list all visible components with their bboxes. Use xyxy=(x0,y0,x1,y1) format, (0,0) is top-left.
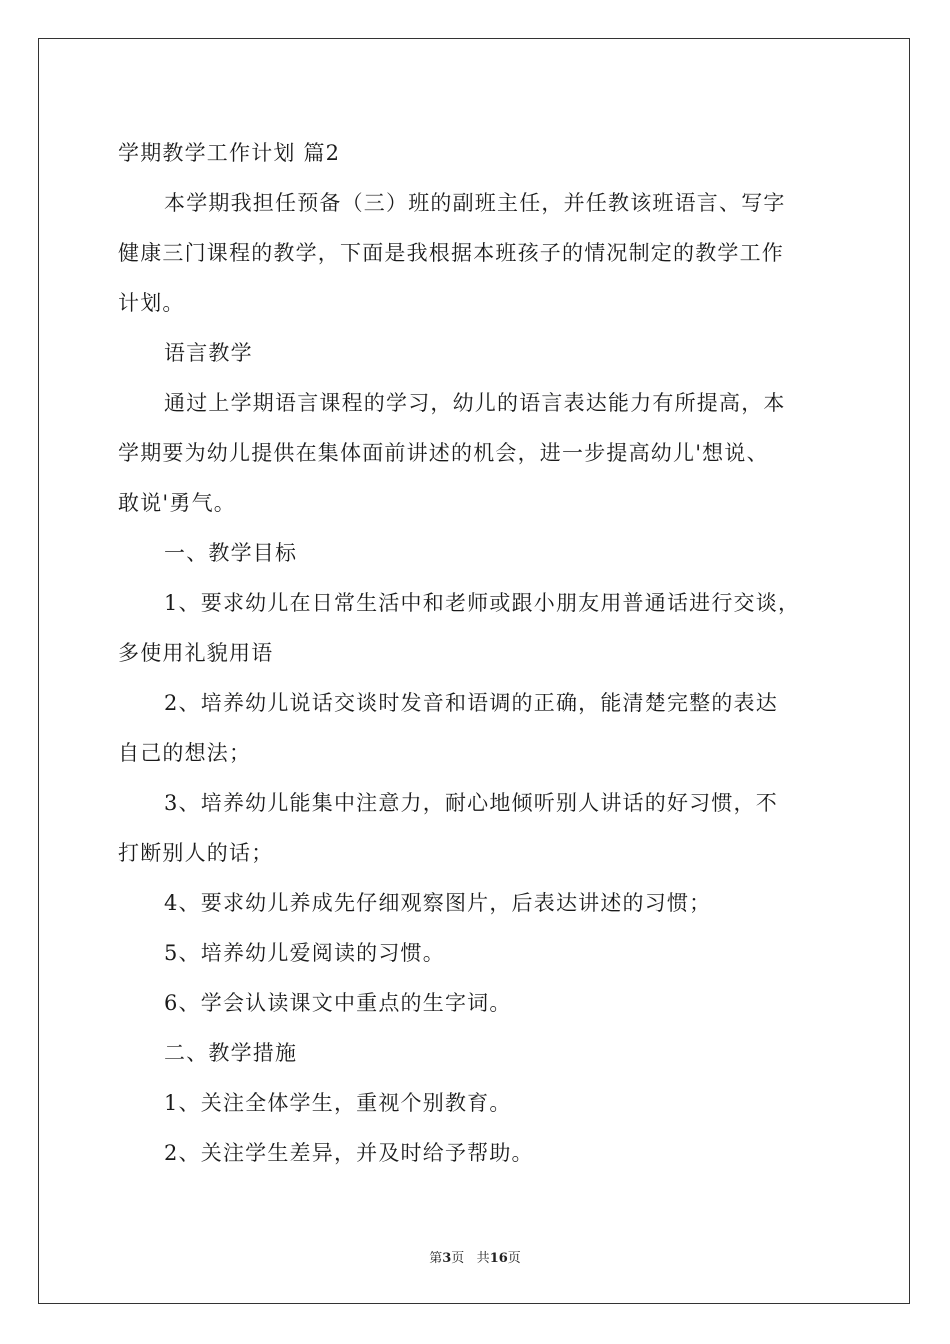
text-line: 健康三门课程的教学，下面是我根据本班孩子的情况制定的教学工作 xyxy=(118,241,784,265)
document-body xyxy=(118,128,843,1178)
footer-page-suffix: 页 xyxy=(451,1251,465,1266)
text-line: 本学期我担任预备（三）班的副班主任，并任教该班语言、写字 xyxy=(164,191,786,215)
text-line: 学期要为幼儿提供在集体面前讲述的机会，进一步提高幼儿'想说、 xyxy=(118,441,769,465)
section-heading-language: 语言教学 xyxy=(164,341,253,365)
footer-total-prefix: 共 xyxy=(476,1251,490,1266)
text-line: 3、培养幼儿能集中注意力，耐心地倾听别人讲话的好习惯，不 xyxy=(164,791,778,815)
list-item-measure-2: 2、关注学生差异，并及时给予帮助。 xyxy=(164,1141,534,1165)
list-item-goal-1 xyxy=(118,578,843,678)
list-item-goal-4: 4、要求幼儿养成先仔细观察图片，后表达讲述的习惯； xyxy=(164,891,712,915)
text-line: 敢说'勇气。 xyxy=(118,491,236,515)
text-line: 计划。 xyxy=(118,291,185,315)
text-line: 打断别人的话； xyxy=(118,841,274,865)
footer-prefix: 第 xyxy=(429,1251,443,1266)
list-item-measure-1: 1、关注全体学生，重视个别教育。 xyxy=(164,1091,512,1115)
paragraph-intro xyxy=(118,178,843,328)
list-item-goal-6: 6、学会认读课文中重点的生字词。 xyxy=(164,991,512,1015)
text-line: 多使用礼貌用语 xyxy=(118,641,274,665)
text-line: 2、培养幼儿说话交谈时发音和语调的正确，能清楚完整的表达 xyxy=(164,691,778,715)
list-item-goal-5: 5、培养幼儿爱阅读的习惯。 xyxy=(164,941,445,965)
section-heading-goals: 一、教学目标 xyxy=(164,541,298,565)
section-heading-measures: 二、教学措施 xyxy=(164,1041,298,1065)
current-page-number: 3 xyxy=(442,1251,452,1266)
paragraph-language-desc xyxy=(118,378,843,528)
footer-total-suffix: 页 xyxy=(507,1251,521,1266)
text-line: 通过上学期语言课程的学习，幼儿的语言表达能力有所提高，本 xyxy=(164,391,786,415)
document-title: 学期教学工作计划 篇2 xyxy=(118,141,341,165)
text-line: 1、要求幼儿在日常生活中和老师或跟小朋友用普通话进行交谈， xyxy=(164,591,801,615)
total-pages-number: 16 xyxy=(489,1251,508,1266)
list-item-goal-3 xyxy=(118,778,843,878)
page-footer xyxy=(0,1247,950,1266)
list-item-goal-2 xyxy=(118,678,843,778)
text-line: 自己的想法； xyxy=(118,741,252,765)
